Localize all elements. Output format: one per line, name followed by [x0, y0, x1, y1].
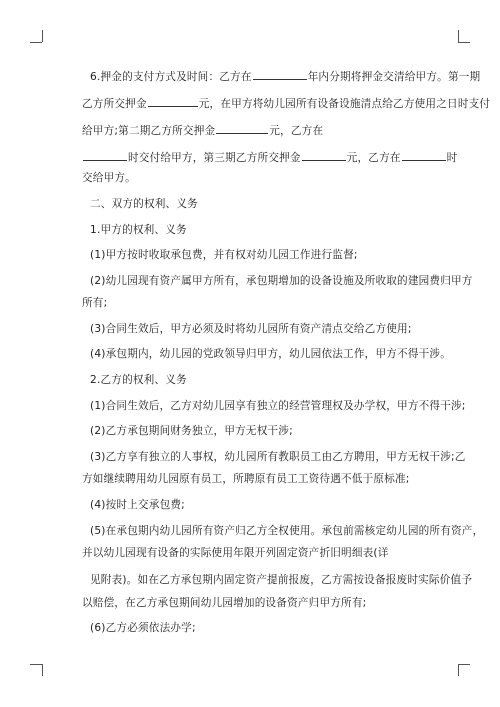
clause-a2-line2: 所有;: [82, 297, 108, 309]
clause-b1: (1)合同生效后，乙方对幼儿园享有独立的经营管理权及办学权，甲方不得干涉;: [90, 400, 466, 412]
text: 交给甲方。: [82, 172, 136, 184]
paragraph-line: [82, 150, 457, 165]
fill-in-blank: [83, 150, 127, 161]
text: 时交付给甲方，第三期乙方所交押金: [128, 152, 301, 164]
clause-b4: (4)按时上交承包费;: [90, 499, 185, 511]
text: 年内分期将押金交清给甲方。第一期: [307, 71, 481, 83]
text: 时: [446, 152, 458, 164]
text: 元，乙方在: [269, 125, 324, 137]
text: 乙方所交押金: [82, 98, 147, 110]
clause-b5-line3: 见附表)。如在乙方承包期内固定资产提前报废，乙方需按设备报废时实际价值予: [90, 574, 473, 586]
clause-b5-line1: (5)在承包期内幼儿园所有资产归乙方全权使用。承包前需核定幼儿园的所有资产，: [90, 525, 484, 537]
text: 6.押金的支付方式及时间：乙方在: [90, 71, 252, 83]
fill-in-blank: [402, 150, 446, 161]
paragraph-line: [82, 123, 323, 138]
text: 给甲方;第二期乙方所交押金: [82, 125, 216, 137]
section-heading: 二、双方的权利、义务: [90, 198, 198, 210]
clause-a3: (3)合同生效后，甲方必须及时将幼儿园所有资产清点交给乙方使用;: [90, 323, 412, 335]
clause-a1: (1)甲方按时收取承包费，并有权对幼儿园工作进行监督;: [90, 249, 358, 261]
clause-b2: (2)乙方承包期间财务独立，甲方无权干涉;: [90, 425, 293, 437]
clause-b3-line1: (3)乙方享有独立的人事权，幼儿园所有教职员工由乙方聘用，甲方无权干涉;乙: [90, 451, 466, 463]
clause-b6: (6)乙方必须依法办学;: [90, 622, 196, 634]
clause-b5-line2: 并以幼儿园现有设备的实际使用年限开列固定资产折旧明细表(详: [82, 547, 389, 559]
clause-a4: (4)承包期内，幼儿园的党政领导归甲方，幼儿园依法工作，甲方不得干涉。: [90, 348, 452, 360]
text: 元，在甲方将幼儿园所有设备设施清点给乙方使用之日时支付: [198, 98, 491, 110]
fill-in-blank: [148, 96, 198, 107]
paragraph-line: [82, 172, 136, 185]
fill-in-blank: [302, 150, 346, 161]
clause-b5-line4: 以赔偿，在乙方承包期间幼儿园增加的设备资产归甲方所有;: [82, 597, 367, 609]
fill-in-blank: [216, 123, 268, 134]
clause-a2-line1: (2)幼儿园现有资产属甲方所有，承包期增加的设备设施及所收取的建园费归甲方: [90, 275, 473, 287]
subsection-heading: 2.乙方的权利、义务: [90, 374, 187, 386]
fill-in-blank: [253, 69, 307, 80]
text: 元，乙方在: [346, 152, 401, 164]
paragraph-line: [90, 69, 480, 84]
clause-b3-line2: 方如继续聘用幼儿园原有员工，所聘原有员工工资待遇不低于原标准;: [82, 473, 410, 485]
subsection-heading: 1.甲方的权利、义务: [90, 224, 187, 236]
paragraph-line: [82, 96, 490, 111]
